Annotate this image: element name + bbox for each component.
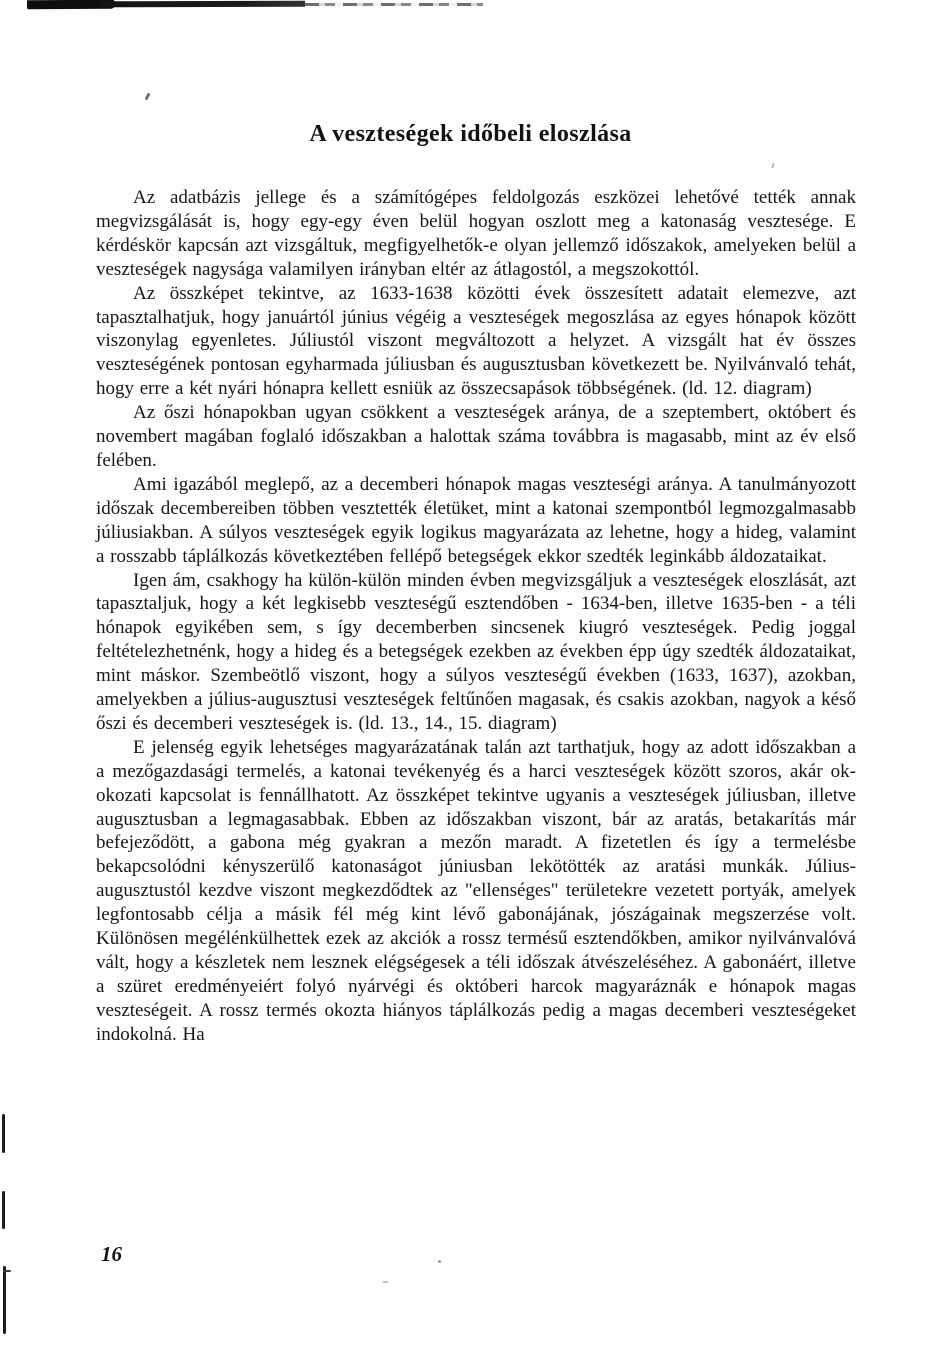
scan-speck — [145, 93, 151, 101]
scan-speck — [438, 1260, 441, 1263]
paragraph-2: Az összképet tekintve, az 1633-1638 közötti évek összesített adatait elemezve, azt tapasztalhatjuk, hogy januártól június végéig a veszteségek megoszlása az egyes hónapok között viszonylag egyenletes. Júliustól viszont megváltozott a helyzet. A vizsgált hat év összes veszteségének pontosan egyharmada júliusban és augusztusban következett be. Nyilvánvaló tehát, hogy erre a két nyári hónapra kellett esniük az összecsapások többségének. (ld. 12. diagram) — [96, 282, 856, 400]
scan-margin-mark-tick — [3, 1270, 11, 1272]
scan-margin-mark — [2, 1191, 5, 1229]
paragraph-5: Igen ám, csakhogy ha külön-külön minden évben megvizsgáljuk a veszteségek eloszlását, azt tapasztaljuk, hogy a két legkisebb veszteségű esztendőben - 1634-ben, illetve 1635-ben - a téli hónapok egyikében sem, s így decemberben sincsenek kiugró veszteségek. Pedig joggal feltételezhetnénk, hogy a hideg és a betegségek ezekben az években épp úgy szedték áldozataikat, mint máskor. Szembeötlő viszont, hogy a súlyos veszteségű években (1633, 1637), azokban, amelyekben a július-augusztusi veszteségek feltűnően magasak, és csakis azokban, nagyok a késő őszi és decemberi veszteségek is. (ld. 13., 14., 15. diagram) — [96, 569, 856, 734]
paragraph-4: Ami igazából meglepő, az a decemberi hónapok magas veszteségi aránya. A tanulmányozott időszak decembereiben többen vesztették életüket, mint a katonai szempontból legmozgalmasabb júliusiakban. A súlyos veszteségek egyik logikus magyarázata az lehetne, hogy a hideg, valamint a rosszabb táplálkozás következtében fellépő betegségek ekkor szedték leginkább áldozataikat. — [96, 473, 856, 567]
paragraph-3: Az őszi hónapokban ugyan csökkent a veszteségek aránya, de a szeptembert, októbert és novembert magában foglaló időszakban a halottak száma továbbra is magasabb, mint az év első felében. — [96, 402, 856, 471]
scan-speck — [771, 163, 774, 168]
scan-artifact-bar — [100, 1, 305, 8]
page-title: A veszteségek időbeli eloszlása — [309, 121, 632, 147]
scan-artifact-bar-dashes — [305, 3, 483, 6]
body-text — [96, 186, 856, 1047]
scan-margin-mark — [3, 1266, 6, 1334]
scan-margin-mark — [2, 1114, 5, 1153]
paragraph-6: E jelenség egyik lehetséges magyarázatának talán azt tarthatjuk, hogy az adott időszakban a a mezőgazdasági termelés, a katonai tevékenyég és a harci veszteségek között szoros, akár ok-okozati kapcsolat is fennállhatott. Az összképet tekintve ugyanis a veszteségek júliusban, illetve augusztusban a legmagasabbak. Ebben az időszakban viszont, bár az aratás, betakarítás már befejeződött, a gabona még gyakran a mezőn maradt. A fizetetlen és így a termelésbe bekapcsolódni kényszerülő katonaságot júniusban lekötötték az aratási munkák. Július-augusztustól kezdve viszont megkezdődtek az "ellenséges" területekre vezetett portyák, amelyek legfontosabb célja a másik fél még kint lévő gabonájának, jószágainak megszerzése volt. Különösen megélénkülhettek ezek az akciók a rossz termésű esztendőkben, amikor nyilvánvalóvá vált, hogy a készletek nem lesznek elégségesek a téli időszak átvészeléséhez. A gabonáért, illetve a szüret eredményeiért folyó nyárvégi és októberi harcok magyaráznák e hónapok magas veszteségeit. A rossz termés okozta hiányos táplálkozás pedig a magas decemberi veszteségeket indokolná. Ha — [96, 736, 856, 1045]
paragraph-1: Az adatbázis jellege és a számítógépes feldolgozás eszközei lehetővé tették annak megvizsgálását is, hogy egy-egy éven belül hogyan oszlott meg a katonaság vesztesége. E kérdéskör kapcsán azt vizsgáltuk, megfigyelhetők-e olyan jellemző időszakok, amelyeken belül a veszteségek nagysága valamilyen irányban eltér az átlagostól, a megszokottól. — [96, 187, 856, 280]
scan-speck — [383, 1281, 388, 1283]
page-number: 16 — [101, 1242, 122, 1266]
